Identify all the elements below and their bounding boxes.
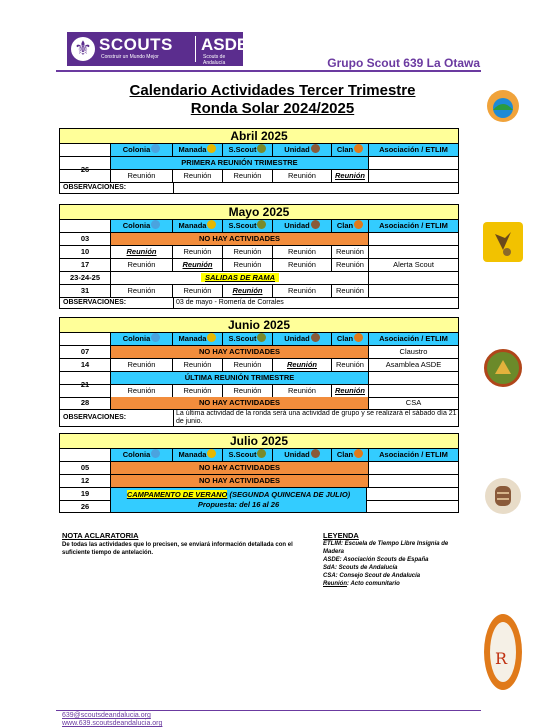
sscout-icon	[257, 449, 266, 458]
manada-badge-icon	[483, 222, 523, 262]
cell-asociacion: CSA	[405, 398, 422, 407]
observations-value: 03 de mayo - Romería de Corrales	[176, 299, 284, 306]
month-block-julio	[59, 433, 459, 513]
summer-camp-details: (SEGUNDA QUINCENA DE JULIO) Propuesta: del 16 al 26	[197, 490, 351, 509]
manada-icon	[207, 220, 216, 229]
cell-colonia: Reunión	[111, 385, 173, 397]
cell-clan: Reunión	[332, 285, 369, 297]
month-block-junio	[59, 317, 459, 427]
date-cell: 05	[60, 462, 111, 474]
summer-camp-banner	[111, 488, 367, 512]
legend-heading: LEYENDA	[323, 531, 359, 540]
table-row	[60, 462, 458, 475]
legend-sda: SdA: Scouts de Andalucía	[323, 565, 398, 571]
cell-sscout: Reunión	[223, 170, 273, 182]
unidad-badge-icon	[485, 478, 521, 514]
cell-sscout: Reunión	[223, 246, 273, 258]
cell-asociacion: Claustro	[399, 347, 428, 356]
cell-unidad: Reunión	[273, 259, 332, 271]
svg-text:R: R	[495, 649, 508, 668]
cell-manada: Reunión	[173, 170, 223, 182]
logo-divider	[195, 36, 196, 62]
legend-reunion: Reunión: Acto comunitario	[323, 581, 400, 587]
section-unidad: Unidad	[273, 144, 332, 156]
logo-asde-text: ASDE	[201, 35, 249, 54]
table-row	[60, 233, 458, 246]
cell-manada: Reunión	[173, 285, 223, 297]
section-manada: Manada	[173, 144, 223, 156]
date-cell: 17	[60, 259, 111, 271]
table-row	[60, 475, 458, 488]
page-subtitle: Ronda Solar 2024/2025	[190, 100, 355, 117]
month-block-abril	[59, 128, 459, 194]
footer-web-link[interactable]: www.639.scoutsdeandalucia.org	[62, 720, 163, 727]
section-header-row: Colonia Manada S.Scout Unidad Clan Asociación / ETLIM	[60, 449, 458, 462]
table-row	[60, 285, 458, 298]
section-header-row	[60, 144, 458, 157]
date-cell: 03	[60, 233, 111, 245]
cell-unidad: Reunión	[273, 285, 332, 297]
section-sscout: S.Scout	[223, 144, 273, 156]
page-title: Calendario Actividades Tercer Trimestre	[129, 82, 416, 99]
cell-sscout: Reunión	[223, 285, 273, 297]
cell-unidad: Reunión	[273, 246, 332, 258]
table-row	[60, 259, 458, 272]
no-activity-banner: NO HAY ACTIVIDADES	[111, 397, 369, 409]
manada-icon	[207, 333, 216, 342]
unidad-icon	[311, 449, 320, 458]
unidad-icon	[311, 144, 320, 153]
observations-row	[60, 298, 458, 308]
no-activity-banner: NO HAY ACTIVIDADES	[111, 233, 369, 245]
observations-label: OBSERVACIONES:	[60, 410, 174, 426]
scouts-asde-logo	[67, 32, 249, 66]
no-activity-banner: NO HAY ACTIVIDADES	[111, 475, 369, 487]
section-colonia: Colonia	[111, 144, 173, 156]
summer-camp-label: CAMPAMENTO DE VERANO	[126, 490, 228, 499]
clan-icon	[354, 449, 363, 458]
no-activity-banner: NO HAY ACTIVIDADES	[111, 346, 369, 358]
sscout-icon	[257, 333, 266, 342]
cell-clan: Reunión	[332, 170, 369, 182]
cell-clan: Reunión	[332, 246, 369, 258]
date-cell: 07	[60, 346, 111, 358]
section-asociacion: Asociación / ETLIM	[369, 220, 458, 232]
cell-asociacion: Asamblea ASDE	[385, 360, 442, 369]
cell-manada: Reunión	[173, 359, 223, 371]
date-cell: 26	[60, 157, 111, 182]
section-header-row: Colonia Manada S.Scout Unidad Clan Asociación / ETLIM	[60, 220, 458, 233]
section-asociacion: Asociación / ETLIM	[369, 333, 458, 345]
unidad-icon	[311, 220, 320, 229]
table-row	[60, 246, 458, 259]
cell-clan: Reunión	[332, 359, 369, 371]
cell-colonia: Reunión	[111, 170, 173, 182]
header-divider	[56, 70, 481, 72]
table-row	[60, 359, 458, 372]
note-heading: NOTA ACLARATORIA	[62, 531, 139, 540]
date-cell: 26	[60, 501, 111, 512]
month-block-mayo	[59, 204, 459, 309]
date-cell: 31	[60, 285, 111, 297]
date-cell: 28	[60, 397, 111, 409]
group-name: Grupo Scout 639 La Otawa	[327, 56, 480, 70]
cell-asociacion: Alerta Scout	[393, 260, 434, 269]
colonia-icon	[151, 449, 160, 458]
colonia-badge-icon	[487, 90, 519, 122]
logo-scouts-text: SCOUTS	[99, 35, 173, 54]
table-row	[60, 157, 458, 174]
legend-etlim: ETLIM: Escuela de Tiempo Libre Insignia de Madera	[323, 541, 449, 555]
legend-csa: CSA: Consejo Scout de Andalucía	[323, 573, 421, 579]
table-row	[60, 372, 458, 389]
section-asociacion: Asociación / ETLIM	[369, 144, 458, 156]
sscout-badge-icon	[484, 349, 522, 387]
cell-colonia: Reunión	[111, 359, 173, 371]
clan-icon	[354, 144, 363, 153]
colonia-icon	[151, 333, 160, 342]
cell-sscout: Reunión	[223, 359, 273, 371]
table-row	[60, 384, 458, 398]
month-title: Julio 2025	[60, 434, 458, 449]
observations-row	[60, 182, 458, 193]
cell-colonia: Reunión	[111, 259, 173, 271]
month-title: Junio 2025	[60, 318, 458, 333]
month-title: Mayo 2025	[60, 205, 458, 220]
date-cell: 12	[60, 475, 111, 487]
cell-sscout: Reunión	[223, 259, 273, 271]
date-cell: 10	[60, 246, 111, 258]
logo-sda-text: Scouts de Andalucía	[203, 54, 226, 66]
footer-divider	[56, 710, 481, 711]
cell-manada: Reunión	[173, 385, 223, 397]
cell-clan: Reunión	[332, 385, 369, 397]
cell-sscout: Reunión	[223, 385, 273, 397]
sscout-icon	[257, 144, 266, 153]
cell-manada: Reunión	[173, 259, 223, 271]
fleur-de-lis-icon	[71, 37, 95, 61]
table-row	[60, 397, 458, 410]
unidad-icon	[311, 333, 320, 342]
cell-clan: Reunión	[332, 259, 369, 271]
colonia-icon	[151, 144, 160, 153]
no-activity-banner: NO HAY ACTIVIDADES	[111, 462, 369, 474]
cell-unidad: Reunión	[273, 170, 332, 182]
clan-icon	[354, 220, 363, 229]
observations-value: La última actividad de la ronda será una actividad de grupo y se realizará el sábado día 21 de junio.	[176, 410, 457, 425]
rover-badge-icon	[483, 612, 523, 692]
section-header-row: Colonia Manada S.Scout Unidad Clan Asociación / ETLIM	[60, 333, 458, 346]
logo-tagline: Construir un Mundo Mejor	[101, 54, 159, 60]
cell-manada: Reunión	[173, 246, 223, 258]
section-clan: Clan	[332, 144, 369, 156]
cell-unidad: Reunión	[273, 359, 332, 371]
note-text: De todas las actividades que lo precisen, se enviará información detallada con el suficiente tiempo de antelación.	[62, 542, 293, 556]
event-banner: PRIMERA REUNIÓN TRIMESTRE	[111, 157, 369, 169]
colonia-icon	[151, 220, 160, 229]
observations-label: OBSERVACIONES:	[60, 298, 174, 308]
date-cell: 14	[60, 359, 111, 371]
date-cell: 21	[60, 372, 111, 397]
section-asociacion: Asociación / ETLIM	[369, 449, 458, 461]
outing-cell	[111, 272, 369, 284]
manada-icon	[207, 144, 216, 153]
table-row	[60, 169, 458, 183]
event-banner: ÚLTIMA REUNIÓN TRIMESTRE	[111, 372, 369, 384]
manada-icon	[207, 449, 216, 458]
observations-label: OBSERVACIONES:	[60, 182, 174, 193]
table-row	[60, 346, 458, 359]
month-title: Abril 2025	[60, 129, 458, 144]
date-cell: 19	[60, 488, 111, 500]
table-row	[60, 272, 458, 285]
date-header-cell	[60, 144, 111, 156]
cell-colonia: Reunión	[111, 285, 173, 297]
outing-label: SALIDAS DE RAMA	[201, 273, 279, 282]
date-cell: 23-24-25	[60, 272, 111, 284]
sscout-icon	[257, 220, 266, 229]
footer-email-link[interactable]: 639@scoutsdeandalucia.org	[62, 712, 151, 719]
legend-asde: ASDE: Asociación Scouts de España	[323, 557, 429, 563]
observations-row	[60, 410, 458, 426]
clan-icon	[354, 333, 363, 342]
cell-colonia: Reunión	[111, 246, 173, 258]
cell-unidad: Reunión	[273, 385, 332, 397]
